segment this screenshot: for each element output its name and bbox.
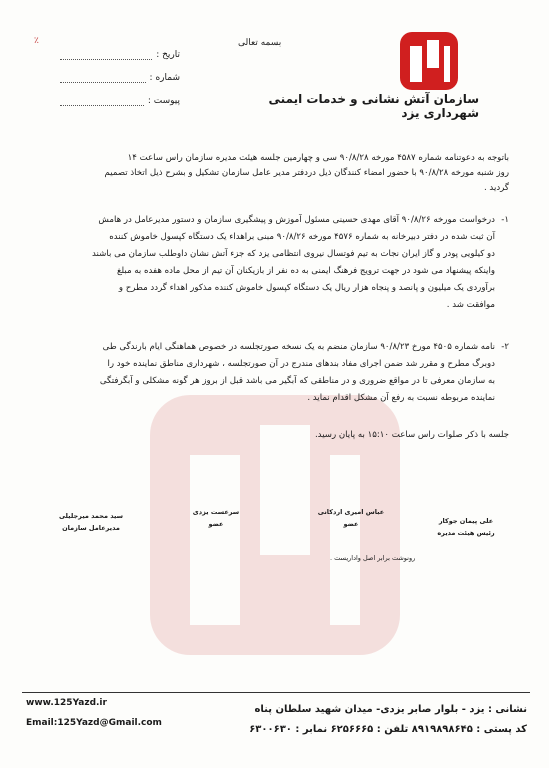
item-line: واینکه پیشنهاد می شود در جهت ترویج فرهنگ ایمنی به ده نفر از بازیکنان آن تیم از محل ماده هفده به مبلغ xyxy=(116,266,495,276)
item-number: ۱- xyxy=(501,215,509,225)
closing-line: جلسه با ذکر صلوات راس ساعت ۱۵:۱۰ به پایان رسید. xyxy=(314,430,509,440)
signer-name: علی پیمان جوکار xyxy=(438,517,494,525)
item-line: آن ثبت شده در دفتر دبیرخانه به شماره ۴۵۷۶ مورخه ۹۰/۸/۲۶ مبنی براهداء یک دستگاه کپسول خاموش کننده xyxy=(109,232,495,242)
signer-role: عضو xyxy=(343,520,359,528)
website-link[interactable]: www.125Yazd.ir xyxy=(26,698,107,708)
signature-block xyxy=(176,506,256,530)
signature-block xyxy=(306,506,396,530)
intro-line: روز شنبه مورخه ۹۰/۸/۲۸ با حضور امضاء کنندگان ذیل دردفتر مدیر عامل سازمان تشکیل و بشرح ذیل اتخاذ تصمیم xyxy=(104,168,509,178)
item-line: برآوردی یک میلیون و پانصد و پنجاه هزار ریال یک دستگاه کپسول خاموش کننده مذکور اهداء گردد مطرح و xyxy=(118,283,495,293)
item-line: درخواست مورخه ۹۰/۸/۲۶ آقای مهدی حسینی مسئول آموزش و پیشگیری سازمان و دستور مدیرعامل در هامش xyxy=(98,215,495,225)
footer-divider xyxy=(22,692,530,693)
item-line: موافقت شد . xyxy=(446,300,495,310)
signer-role: عضو xyxy=(208,520,224,528)
copy-note: رونوشت برابر اصل واداریست . xyxy=(330,554,416,562)
number-dots xyxy=(60,74,146,83)
attachment-label: پیوست : xyxy=(147,96,180,106)
signer-role: رئیس هیئت مدیره xyxy=(437,529,495,537)
org-name-line2: شهرداری یزد xyxy=(401,106,479,120)
attachment-field xyxy=(60,96,180,106)
attachment-dots xyxy=(60,97,144,106)
date-field xyxy=(60,50,180,60)
resolution-item-1 xyxy=(40,212,509,314)
item-line: به سازمان معرفی تا در مواقع ضروری و در مناطقی که آبگیر می باشد قبل از بروز هر گونه مشکلی و آبگرفتگی xyxy=(99,376,495,386)
signer-role: مدیرعامل سازمان xyxy=(62,524,120,532)
item-line: دوبرگ مطرح و مقرر شد ضمن اجرای مفاد بندهای مندرج در آن صورتجلسه ، شهرداری مناطق نماینده خود را xyxy=(107,359,495,369)
org-name-line1: سازمان آتش نشانی و خدمات ایمنی xyxy=(268,92,479,106)
besmellah: بسمه تعالی xyxy=(238,38,282,48)
email-link[interactable]: Email:125Yazd@Gmail.com xyxy=(26,718,162,728)
signer-name: عباس امیری اردکانی xyxy=(317,508,385,516)
signer-name: سید محمد میرجلیلی xyxy=(58,512,124,520)
item-line: نامه شماره ۴۵۰۵ مورخ ۹۰/۸/۲۳ سازمان منضم به یک نسخه صورتجلسه در خصوص هماهنگی ایام بارندگی طی xyxy=(102,342,495,352)
footer-contact: کد پستی : ۸۹۱۹۸۹۸۶۴۵ تلفن : ۶۲۵۶۶۶۵ نمابر : ۶۳۰۰۶۳۰ xyxy=(249,724,527,735)
signer-name: سرعست یزدی xyxy=(192,508,240,516)
org-name xyxy=(269,92,479,120)
intro-line: گردید . xyxy=(483,183,509,193)
intro-line: باتوجه به دعوتنامه شماره ۴۵۸۷ مورخه ۹۰/۸/۲۸ سی و چهارمین جلسه هیئت مدیره سازمان راس ساعت ۱۴ xyxy=(127,153,509,163)
date-label: تاریخ : xyxy=(156,50,180,60)
intro-paragraph xyxy=(40,151,509,196)
corner-mark: ٪ xyxy=(34,36,39,46)
number-label: شماره : xyxy=(149,73,180,83)
item-number: ۲- xyxy=(501,342,509,352)
org-logo xyxy=(400,32,458,90)
item-line: دو کیلویی پودر و گاز ایران نجات به تیم فوتسال نیروی انتظامی یزد که جزء آتش نشان داوطلب سازمان می باشند xyxy=(92,249,495,259)
item-line: نماینده مربوطه نسبت به رفع آن مشکل اقدام نماید . xyxy=(307,393,495,403)
number-field xyxy=(60,73,180,83)
signature-block xyxy=(426,515,506,539)
date-dots xyxy=(60,51,152,60)
signature-block xyxy=(46,510,136,534)
footer-address: نشانی : یزد - بلوار صابر یزدی- میدان شهید سلطان پناه xyxy=(254,704,527,715)
resolution-item-2 xyxy=(40,339,509,407)
